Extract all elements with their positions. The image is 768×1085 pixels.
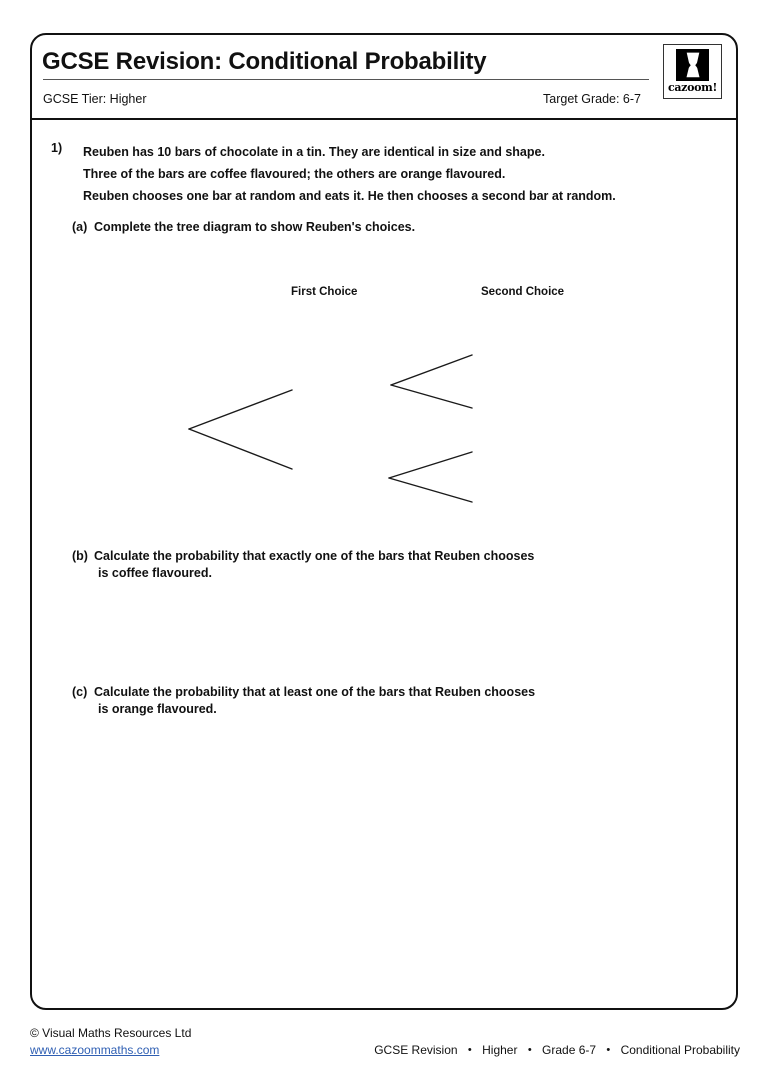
part-a-label: (a) [72, 220, 88, 234]
stem-line-2: Three of the bars are coffee flavoured; the others are orange flavoured. [83, 167, 506, 181]
breadcrumb-item-4: Conditional Probability [620, 1043, 740, 1057]
breadcrumb-separator-1: • [467, 1044, 472, 1056]
page-title: GCSE Revision: Conditional Probability [42, 48, 487, 75]
breadcrumb-separator-3: • [606, 1044, 611, 1056]
breadcrumb-item-2: Higher [482, 1043, 518, 1057]
part-c-label: (c) [72, 685, 88, 699]
part-b-label: (b) [72, 549, 88, 563]
hourglass-glyph-icon [684, 52, 701, 78]
footer-credits [30, 1025, 191, 1059]
breadcrumb-item-1: GCSE Revision [374, 1043, 458, 1057]
question-part-a [72, 219, 692, 236]
part-b-text: Calculate the probability that exactly one of the bars that Reuben chooses [94, 549, 535, 563]
title-underline-rule [43, 79, 649, 80]
breadcrumb-item-3: Grade 6-7 [542, 1043, 597, 1057]
stem-line-1: Reuben has 10 bars of chocolate in a tin. They are identical in size and shape. [83, 145, 545, 159]
tree-branch-upper-fork-bottom [391, 385, 472, 408]
worksheet-body [32, 120, 736, 1008]
tree-label-second-choice: Second Choice [481, 286, 565, 298]
worksheet-header [32, 35, 736, 118]
worksheet-page [30, 33, 738, 1010]
breadcrumb-separator-2: • [527, 1044, 532, 1056]
cazoom-logo [663, 44, 722, 99]
tier-label: GCSE Tier: Higher [43, 92, 147, 106]
question-part-b [72, 548, 692, 582]
logo-hourglass-icon [676, 49, 709, 81]
footer-breadcrumb [374, 1043, 740, 1057]
stem-line-3: Reuben chooses one bar at random and eats it. He then chooses a second bar at random. [83, 189, 616, 203]
copyright-text: © Visual Maths Resources Ltd [30, 1026, 192, 1040]
logo-wordmark: cazoom! [667, 81, 718, 94]
part-c-text: Calculate the probability that at least one of the bars that Reuben chooses [94, 685, 536, 699]
cazoom-website-link[interactable]: www.cazoommaths.com [30, 1043, 160, 1057]
tree-branch-root-lower [189, 429, 292, 469]
tree-branch-lower-fork-top [389, 452, 472, 478]
target-grade-label: Target Grade: 6-7 [543, 92, 641, 106]
tree-branch-upper-fork-top [391, 355, 472, 385]
question-part-c [72, 684, 692, 718]
part-c-text-continued: is orange flavoured. [98, 702, 217, 716]
question-number: 1) [51, 141, 63, 155]
tree-branch-root-upper [189, 390, 292, 429]
question-stem [83, 141, 723, 207]
part-a-text: Complete the tree diagram to show Reuben's choices. [94, 220, 416, 234]
page-footer [30, 1025, 740, 1071]
tree-label-first-choice: First Choice [291, 286, 358, 298]
part-b-text-continued: is coffee flavoured. [98, 566, 212, 580]
tree-branch-lower-fork-bottom [389, 478, 472, 502]
